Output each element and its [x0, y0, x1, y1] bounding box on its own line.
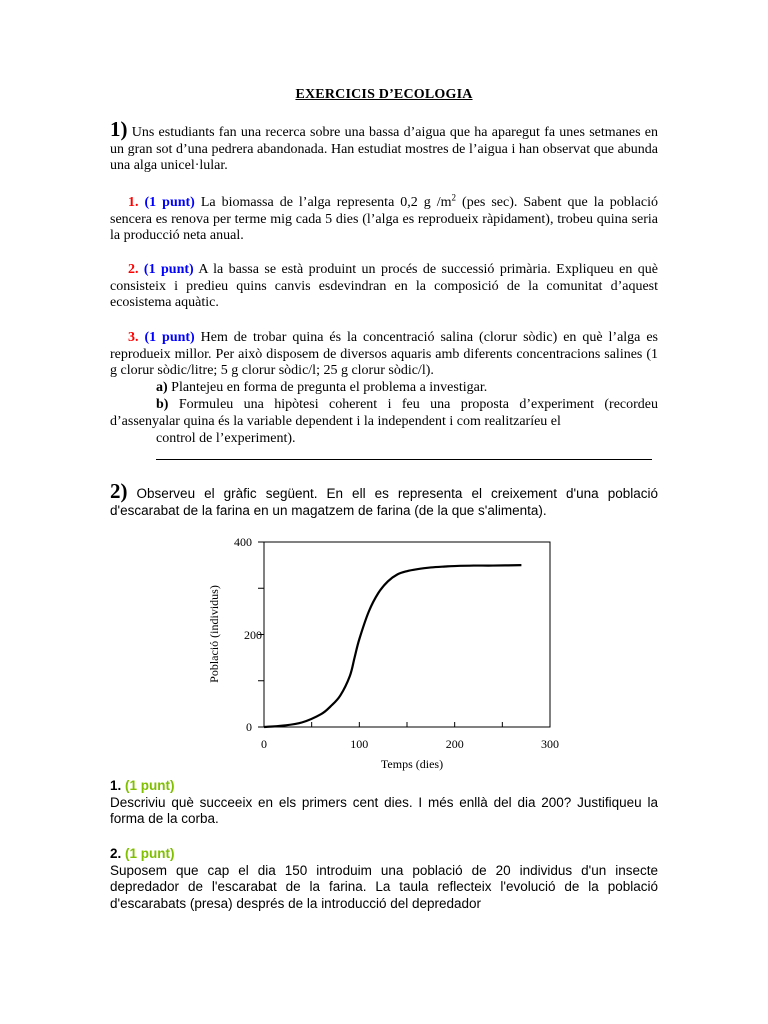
- q1-part3-b-label: b): [156, 397, 169, 412]
- x-axis-label: Temps (dies): [380, 757, 444, 771]
- q2-part2: [110, 846, 658, 912]
- q2-intro: [110, 479, 658, 519]
- q1-part3-a: [110, 380, 658, 397]
- x-tick-0: 0: [261, 737, 267, 751]
- q1-part3-b-text2: control de l’experiment).: [156, 431, 296, 446]
- q1-part1-text-b: (pes sec). Sabent que la població sencera es renova per terme mig cada 5 dies (l’alga es reprodueix ràpidament), trobeu quina seria la producció neta anual.: [110, 195, 658, 243]
- q2-part2-text: Suposem que cap el dia 150 introduim una població de 20 individus d'un insecte depredador de l'escarabat de la farina. La taula reflecteix l'evolució de la població d'escarabats (presa) després de la introducció del depredador: [110, 862, 658, 911]
- y-tick-200: 200: [244, 628, 262, 642]
- q1-part2-points: (1 punt): [143, 262, 194, 277]
- y-tick-0: 0: [246, 720, 252, 734]
- q1-number: 1): [110, 117, 128, 141]
- page-title: EXERCICIS D’ECOLOGIA: [295, 87, 473, 102]
- q2-part1-text: Descriviu què succeeix en els primers cent dies. I més enllà del dia 200? Justifiqueu la forma de la corba.: [110, 794, 658, 826]
- q1-part1-points: (1 punt): [144, 195, 195, 210]
- q1-part3-a-label: a): [156, 380, 168, 395]
- q1-part3-b-cont: [110, 431, 658, 448]
- q2-part1-number: 1.: [110, 778, 122, 793]
- q1-intro-text: Uns estudiants fan una recerca sobre una bassa d’aigua que ha aparegut fa unes setmanes en un gran sot d’una pedrera abandonada. Han estudiat mostres de l’aigua i han observat que abunda una alga unicel·lular.: [110, 125, 658, 173]
- q1-part1-number: 1.: [128, 195, 139, 210]
- q1-part3-text: Hem de trobar quina és la concentració salina (clorur sòdic) en què l’alga es reprodueix millor. Per això disposem de diversos aquaris amb diferents concentracions salines (1 g clorur sòdic/litre; 5 g clorur sòdic/l; 25 g clorur sòdic/l).: [110, 330, 658, 378]
- q1-part3-b-text1: Formuleu una hipòtesi coherent i feu una proposta d’experiment (recordeu d’assenyalar quina és la variable dependent i la independent i com realitzaríeu el: [110, 397, 658, 429]
- x-tick-100: 100: [350, 737, 369, 751]
- q1-intro: [110, 117, 658, 175]
- q1-part3-a-text: Plantejeu en forma de pregunta el problema a investigar.: [167, 380, 488, 395]
- x-tick-200: 200: [445, 737, 464, 751]
- q1-part1-text-a: La biomassa de l’alga representa 0,2 g /m: [200, 195, 452, 210]
- q1-part2-number: 2.: [128, 262, 139, 277]
- y-tick-400: 400: [234, 535, 252, 549]
- q1-part2-text: A la bassa se està produint un procés de successió primària. Expliqueu en què consisteix i predieu quins canvis esdevindran en la composició de la comunitat d’aquest ecosistema aquàtic.: [110, 262, 658, 310]
- y-axis-label: Població (individus): [207, 585, 221, 683]
- population-growth-chart: [200, 530, 580, 775]
- q1-part2: [110, 262, 658, 312]
- q1-part1: [110, 192, 658, 245]
- x-tick-300: 300: [541, 737, 559, 751]
- q2-number: 2): [110, 479, 128, 503]
- q2-part1: [110, 778, 658, 828]
- q2-intro-text: Observeu el gràfic següent. En ell es representa el creixement d'una població d'escarabat de la farina en un magatzem de farina (de la que s'alimenta).: [110, 486, 658, 518]
- q2-part2-number: 2.: [110, 846, 122, 861]
- plot-frame: [264, 542, 550, 727]
- q1-part3: [110, 330, 658, 380]
- q1-part3-number: 3.: [128, 330, 139, 345]
- q2-part1-points: (1 punt): [125, 778, 175, 793]
- q1-part1-superscript: 2: [451, 192, 457, 203]
- axis-ticks: [258, 542, 550, 727]
- q2-part2-points: (1 punt): [125, 846, 175, 861]
- q1-part3-points: (1 punt): [144, 330, 195, 345]
- population-curve: [264, 565, 521, 727]
- q1-part3-b: [110, 397, 658, 430]
- section-divider: [156, 459, 652, 460]
